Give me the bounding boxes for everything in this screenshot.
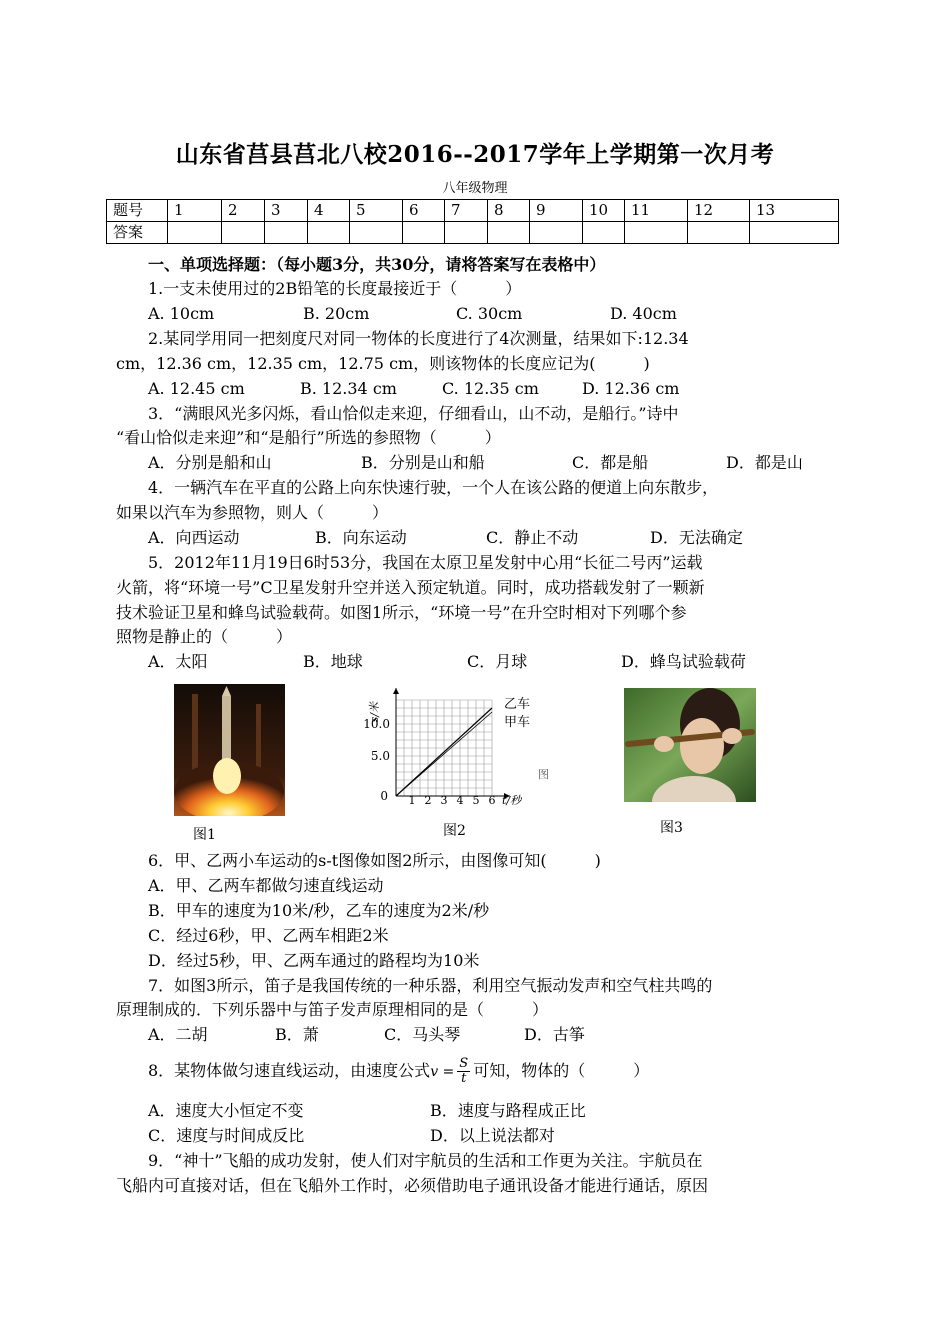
question-6-option-b: B．甲车的速度为10米/秒，乙车的速度为2米/秒 (148, 901, 490, 920)
answer-cell[interactable] (530, 222, 583, 244)
table-cell-number: 7 (445, 200, 488, 222)
question-3-option-a: A．分别是船和山 (148, 453, 272, 472)
question-4-option-c: C．静止不动 (486, 528, 579, 547)
question-8-stem-pre: 8．某物体做匀速直线运动，由速度公式 (148, 1061, 431, 1080)
question-8-option-c: C．速度与时间成反比 (148, 1126, 305, 1145)
graph-x-tick: 6 (488, 794, 496, 807)
figure-2-caption: 图2 (443, 823, 466, 839)
question-7-stem-line2: 原理制成的．下列乐器中与笛子发声原理相同的是（ ） (116, 1000, 549, 1019)
question-2-option-c: C. 12.35 cm (442, 379, 539, 398)
question-6-option-d: D．经过5秒，甲、乙两车通过的路程均为10米 (148, 951, 480, 970)
question-2-stem-line2: cm，12.36 cm，12.35 cm，12.75 cm，则该物体的长度应记为( ) (116, 354, 650, 373)
question-1-option-c: C. 30cm (456, 304, 523, 323)
graph-line-label-yi: 乙车 (504, 697, 531, 712)
question-8-stem-post: 可知，物体的（ ） (473, 1061, 650, 1080)
graph-x-tick: 4 (456, 794, 464, 807)
answer-cell[interactable] (688, 222, 750, 244)
question-3-stem-line1: 3．“满眼风光多闪烁，看山恰似走来迎，仔细看山，山不动，是船行。”诗中 (148, 404, 679, 423)
question-7-option-a: A．二胡 (148, 1025, 208, 1044)
figure-1-rocket-launch-image (174, 684, 285, 816)
graph-x-tick: 3 (440, 794, 448, 807)
formula-velocity-symbol: v = (430, 1064, 455, 1080)
question-5-stem-line4: 照物是静止的（ ） (116, 627, 293, 646)
table-cell-number: 2 (222, 200, 265, 222)
question-4-option-b: B．向东运动 (315, 528, 407, 547)
table-cell-number: 13 (750, 200, 839, 222)
section-heading: 一、单项选择题：（每小题3分，共30分，请将答案写在表格中） (148, 255, 606, 274)
graph-x-tick: 2 (424, 794, 432, 807)
table-cell-number: 6 (403, 200, 445, 222)
table-label-answer: 答案 (107, 222, 168, 244)
question-2-option-a: A. 12.45 cm (148, 379, 245, 398)
answer-cell[interactable] (168, 222, 222, 244)
question-4-option-d: D．无法确定 (650, 528, 743, 547)
question-4-stem-line2: 如果以汽车为参照物，则人（ ） (116, 503, 389, 522)
question-5-stem-line2: 火箭，将“环境一号”C卫星发射升空并送入预定轨道。同时，成功搭载发射了一颗新 (116, 578, 705, 597)
question-1-option-a: A. 10cm (148, 304, 215, 323)
answer-cell[interactable] (350, 222, 403, 244)
graph-x-tick: 5 (472, 794, 480, 807)
answer-table-answer-row (107, 222, 839, 244)
question-1-option-d: D. 40cm (610, 304, 677, 323)
formula-numerator: S (459, 1056, 469, 1071)
question-9-stem-line1: 9．“神十”飞船的成功发射，使人们对宇航员的生活和工作更为关注。宇航员在 (148, 1151, 703, 1170)
question-3-option-c: C．都是船 (572, 453, 649, 472)
table-cell-number: 9 (530, 200, 583, 222)
question-3-option-b: B．分别是山和船 (361, 453, 485, 472)
question-7-option-b: B．萧 (275, 1025, 319, 1044)
table-cell-number: 8 (488, 200, 530, 222)
answer-table-number-row (107, 200, 839, 222)
figure-3-caption: 图3 (660, 820, 683, 836)
table-cell-number: 5 (350, 200, 403, 222)
question-5-option-b: B．地球 (303, 652, 363, 671)
figure-1-caption: 图1 (193, 827, 216, 843)
question-1-stem: 1.一支未使用过的2B铅笔的长度最接近于（ ） (148, 279, 522, 298)
question-7-option-d: D．古筝 (524, 1025, 585, 1044)
table-cell-number: 10 (583, 200, 625, 222)
answer-cell[interactable] (583, 222, 625, 244)
question-2-option-b: B. 12.34 cm (300, 379, 397, 398)
answer-cell[interactable] (445, 222, 488, 244)
question-6-stem: 6．甲、乙两小车运动的s-t图像如图2所示，由图像可知( ) (148, 851, 601, 870)
formula-denominator: t (461, 1071, 467, 1086)
y-axis-arrow-icon (393, 688, 399, 694)
graph-origin-label: 0 (380, 789, 388, 803)
answer-cell[interactable] (308, 222, 350, 244)
answer-cell[interactable] (265, 222, 308, 244)
question-8-stem (148, 1054, 649, 1089)
question-1-option-b: B. 20cm (303, 304, 370, 323)
question-5-option-d: D．蜂鸟试验载荷 (621, 652, 746, 671)
question-5-option-a: A．太阳 (148, 652, 208, 671)
answer-cell[interactable] (403, 222, 445, 244)
graph-grid (396, 700, 492, 796)
graph-x-label: t/秒 (502, 794, 522, 807)
question-9-stem-line2: 飞船内可直接对话，但在飞船外工作时，必须借助电子通讯设备才能进行通话，原因 (116, 1176, 709, 1195)
question-8-option-d: D．以上说法都对 (430, 1126, 555, 1145)
graph-x-tick: 1 (408, 794, 416, 807)
question-8-option-a: A．速度大小恒定不变 (148, 1101, 304, 1120)
table-cell-number: 1 (168, 200, 222, 222)
question-3-stem-line2: “看山恰似走来迎”和“是船行”所选的参照物（ ） (116, 428, 501, 447)
question-5-stem-line1: 5．2012年11月19日6时53分，我国在太原卫星发射中心用“长征二号丙”运载 (148, 553, 703, 572)
question-4-stem-line1: 4．一辆汽车在平直的公路上向东快速行驶，一个人在该公路的便道上向东散步， (148, 478, 719, 497)
graph-y-label: s/米 (368, 702, 381, 723)
question-7-option-c: C．马头琴 (384, 1025, 461, 1044)
table-cell-number: 12 (688, 200, 750, 222)
question-6-option-a: A．甲、乙两车都做匀速直线运动 (148, 876, 384, 895)
answer-cell[interactable] (222, 222, 265, 244)
answer-table (106, 199, 839, 244)
table-cell-number: 11 (625, 200, 688, 222)
formula-fraction (457, 1057, 470, 1086)
answer-cell[interactable] (488, 222, 530, 244)
question-5-option-c: C．月球 (467, 652, 528, 671)
figure-3-flute-player-image (624, 688, 756, 802)
question-2-stem-line1: 2.某同学用同一把刻度尺对同一物体的长度进行了4次测量，结果如下:12.34 (148, 329, 689, 348)
question-2-option-d: D. 12.36 cm (582, 379, 680, 398)
answer-cell[interactable] (750, 222, 839, 244)
exam-title: 山东省莒县莒北八校2016--2017学年上学期第一次月考 (175, 141, 775, 168)
question-3-option-d: D．都是山 (726, 453, 803, 472)
graph-y-tick: 10.0 (363, 717, 390, 731)
graph-line-label-jia: 甲车 (504, 715, 531, 730)
figure-2-st-graph (352, 680, 552, 810)
question-7-stem-line1: 7．如图3所示，笛子是我国传统的一种乐器，利用空气振动发声和空气柱共鸣的 (148, 976, 713, 995)
exam-subtitle: 八年级物理 (442, 181, 508, 196)
table-cell-number: 3 (265, 200, 308, 222)
graph-stray-char: 图 (538, 768, 549, 781)
question-8-option-b: B．速度与路程成正比 (430, 1101, 586, 1120)
answer-cell[interactable] (625, 222, 688, 244)
question-4-option-a: A．向西运动 (148, 528, 240, 547)
question-6-option-c: C．经过6秒，甲、乙两车相距2米 (148, 926, 389, 945)
question-5-stem-line3: 技术验证卫星和蜂鸟试验载荷。如图1所示，“环境一号”在升空时相对下列哪个参 (116, 603, 687, 622)
graph-y-tick: 5.0 (370, 749, 390, 763)
table-cell-number: 4 (308, 200, 350, 222)
table-label-question-number: 题号 (107, 200, 168, 222)
